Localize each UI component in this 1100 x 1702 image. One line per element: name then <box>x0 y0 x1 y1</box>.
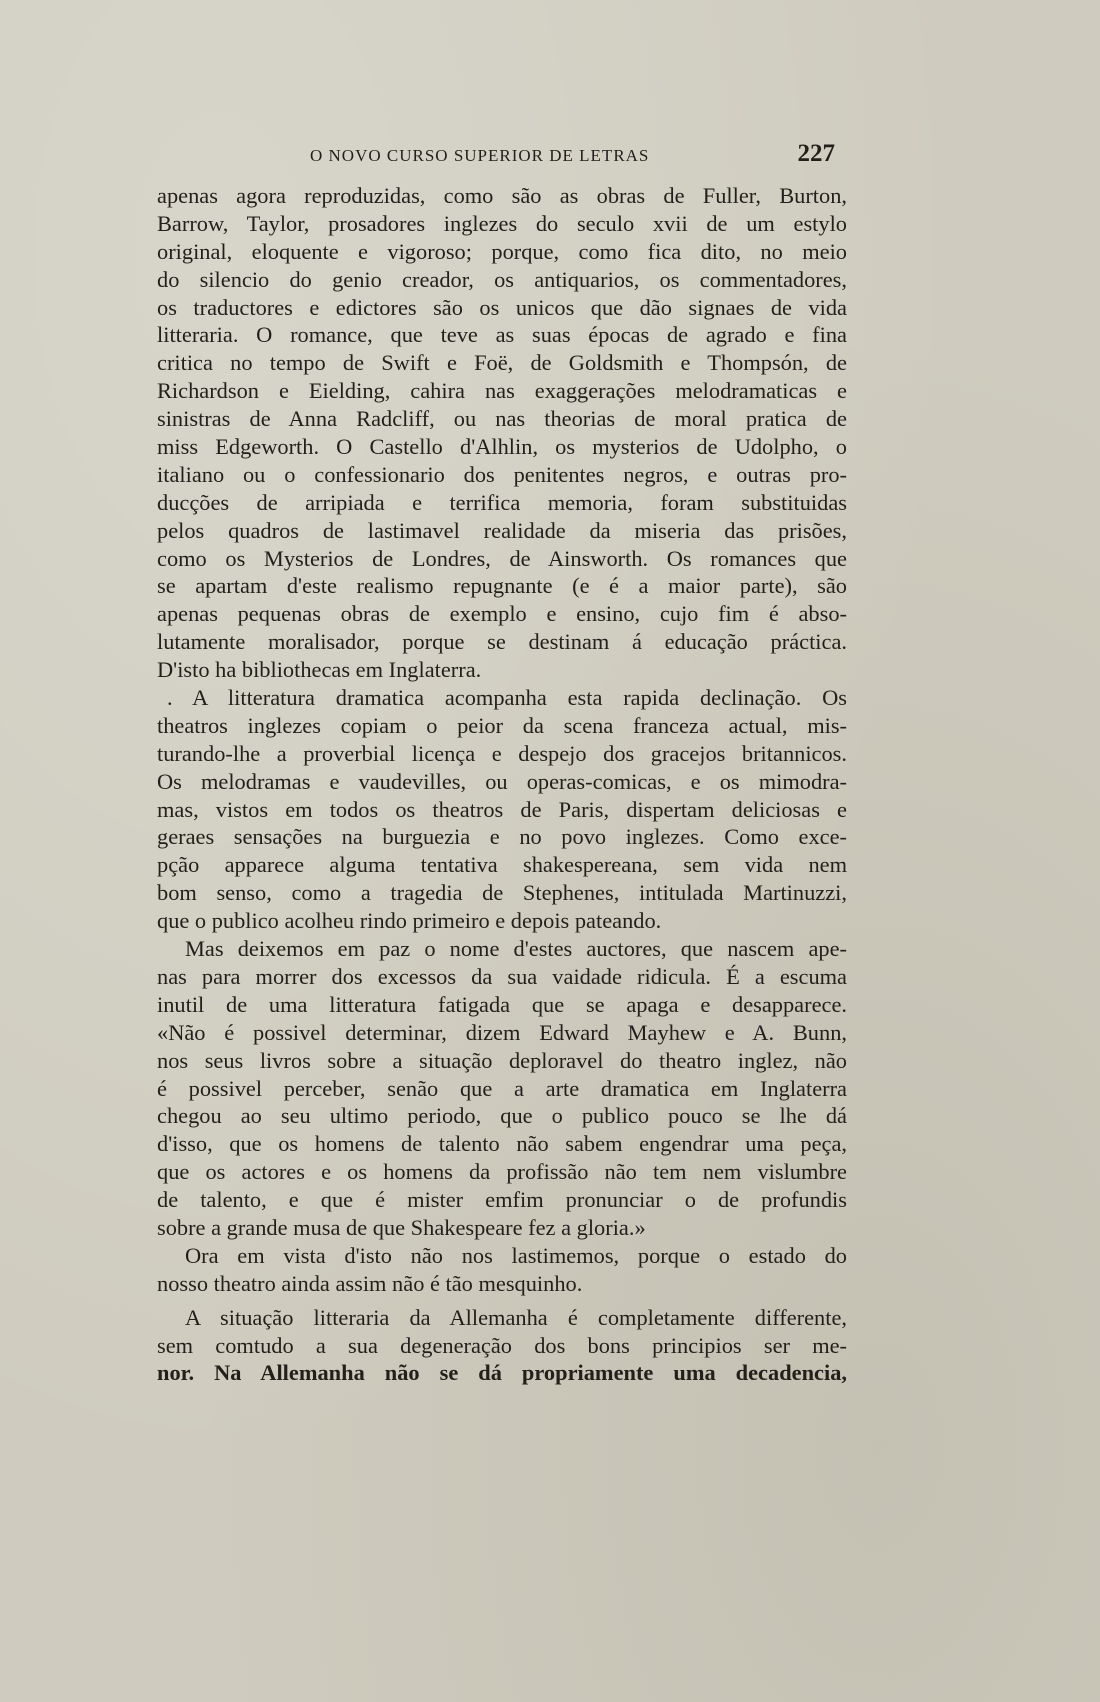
text-line: d'isso, que os homens de talento não sabem engendrar uma peça, <box>157 1131 847 1157</box>
text-line: apenas pequenas obras de exemplo e ensino, cujo fim é abso- <box>157 601 847 627</box>
text-line: inutil de uma litteratura fatigada que se apaga e desapparece. <box>157 991 847 1017</box>
text-line: sem comtudo a sua degeneração dos bons principios ser me- <box>157 1332 847 1358</box>
text-line: turando-lhe a proverbial licença e despejo dos gracejos britannicos. <box>157 740 847 766</box>
text-line: nos seus livros sobre a situação deploravel do theatro inglez, não <box>157 1047 847 1073</box>
text-line: pelos quadros de lastimavel realidade da miseria das prisões, <box>157 517 847 543</box>
body-text <box>157 182 847 1387</box>
text-line: nosso theatro ainda assim não é tão mesquinho. <box>157 1270 583 1296</box>
text-line: Os melodramas e vaudevilles, ou operas-comicas, e os mimodra- <box>157 768 847 794</box>
text-line: litteraria. O romance, que teve as suas épocas de agrado e fina <box>157 322 847 348</box>
running-title: O NOVO CURSO SUPERIOR DE LETRAS <box>310 146 650 165</box>
text-line: do silencio do genio creador, os antiquarios, os commentadores, <box>157 266 847 292</box>
text-line: Mas deixemos em paz o nome d'estes auctores, que nascem ape- <box>185 936 847 962</box>
text-line: pção apparece alguma tentativa shakespereana, sem vida nem <box>157 852 847 878</box>
text-line: D'isto ha bibliothecas em Inglaterra. <box>157 657 482 683</box>
text-line: original, eloquente e vigoroso; porque, como fica dito, no meio <box>157 238 847 264</box>
text-line: que o publico acolheu rindo primeiro e depois pateando. <box>157 908 662 934</box>
text-line: apenas agora reproduzidas, como são as obras de Fuller, Burton, <box>157 183 847 208</box>
text-line: sinistras de Anna Radcliff, ou nas theorias de moral pratica de <box>157 406 847 432</box>
text-line: geraes sensações na burguezia e no povo inglezes. Como exce- <box>157 824 847 850</box>
text-line: mas, vistos em todos os theatros de Paris, dispertam deliciosas e <box>157 796 847 822</box>
page-header <box>155 142 835 172</box>
text-line: nor. Na Allemanha não se dá propriamente uma decadencia, <box>157 1360 847 1386</box>
text-line: A situação litteraria da Allemanha é completamente differente, <box>185 1304 847 1330</box>
text-line: se apartam d'este realismo repugnante (e é a maior parte), são <box>157 573 847 599</box>
text-line: como os Mysterios de Londres, de Ainsworth. Os romances que <box>157 545 847 571</box>
text-line: chegou ao seu ultimo periodo, que o publico pouco se lhe dá <box>157 1103 847 1129</box>
text-line: italiano ou o confessionario dos penitentes negros, e outras pro- <box>157 461 847 487</box>
text-line: é possivel perceber, senão que a arte dramatica em Inglaterra <box>157 1075 847 1101</box>
text-line: Ora em vista d'isto não nos lastimemos, porque o estado do <box>185 1242 847 1268</box>
text-line: bom senso, como a tragedia de Stephenes, intitulada Martinuzzi, <box>157 880 847 906</box>
text-line: «Não é possivel determinar, dizem Edward Mayhew e A. Bunn, <box>157 1019 847 1045</box>
text-line: os traductores e edictores são os unicos que dão signaes de vida <box>157 294 847 320</box>
text-line: Barrow, Taylor, prosadores inglezes do seculo xvii de um estylo <box>157 210 847 236</box>
text-line: Richardson e Eielding, cahira nas exaggerações melodramaticas e <box>157 378 847 404</box>
text-line: ducções de arripiada e terrifica memoria, foram substituidas <box>157 489 847 515</box>
text-line: que os actores e os homens da profissão não tem nem vislumbre <box>157 1159 847 1185</box>
text-line: de talento, e que é mister emfim pronunciar o de profundis <box>157 1187 847 1213</box>
text-line: nas para morrer dos excessos da sua vaidade ridicula. É a escuma <box>157 963 847 989</box>
text-line: . A litteratura dramatica acompanha esta rapida declinação. Os <box>167 685 847 711</box>
text-line: lutamente moralisador, porque se destinam á educação práctica. <box>157 629 847 655</box>
text-line: critica no tempo de Swift e Foë, de Goldsmith e Thompsón, de <box>157 350 847 376</box>
page-number: 227 <box>797 140 835 167</box>
text-line: theatros inglezes copiam o peior da scena franceza actual, mis- <box>157 712 847 738</box>
text-line: miss Edgeworth. O Castello d'Alhlin, os mysterios de Udolpho, o <box>157 434 847 460</box>
text-line: sobre a grande musa de que Shakespeare fez a gloria.» <box>157 1214 646 1240</box>
